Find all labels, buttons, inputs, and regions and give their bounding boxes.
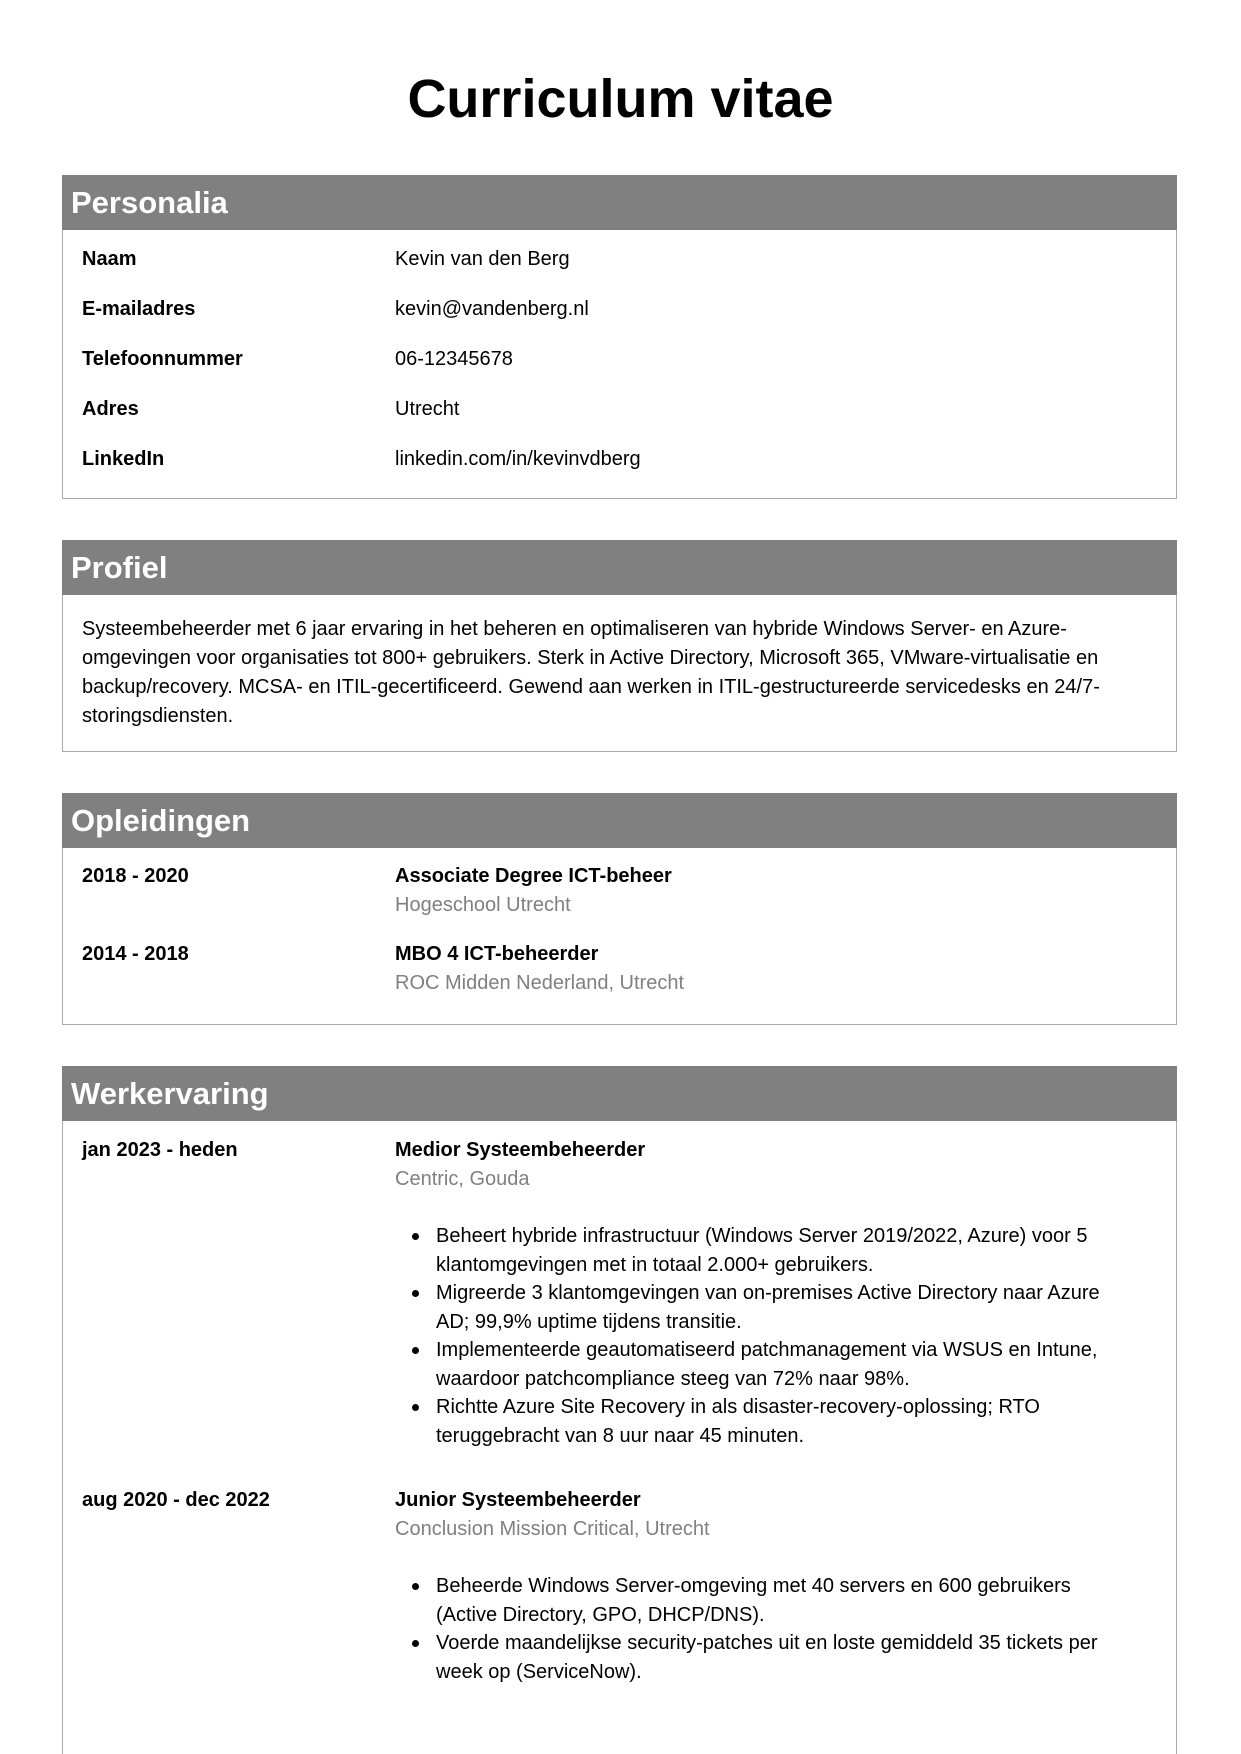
job-title: Medior Systeembeheerder <box>395 1139 646 1161</box>
experience-details <box>395 1486 1157 1686</box>
achievement-item: Migreerde 3 klantomgevingen van on-premises Active Directory naar Azure AD; 99,9% uptime tijdens transitie. <box>436 1279 1157 1336</box>
achievement-item: Beheert hybride infrastructuur (Windows Server 2019/2022, Azure) voor 5 klantomgevingen met in totaal 2.000+ gebruikers. <box>436 1222 1157 1279</box>
education-title: Associate Degree ICT-beheer <box>395 865 672 887</box>
section-werkervaring <box>62 1066 1177 1754</box>
employer: Conclusion Mission Critical, Utrecht <box>395 1518 710 1540</box>
experience-list <box>63 1121 1176 1686</box>
section-profiel <box>62 540 1177 752</box>
personalia-row-email <box>82 293 1157 343</box>
achievement-list <box>395 1572 1157 1686</box>
education-period: 2014 - 2018 <box>82 943 189 965</box>
personalia-label: Naam <box>82 248 137 270</box>
experience-period: aug 2020 - dec 2022 <box>82 1489 270 1511</box>
achievement-item: Richtte Azure Site Recovery in als disaster-recovery-oplossing; RTO teruggebracht van 8 uur naar 45 minuten. <box>436 1393 1157 1450</box>
section-heading-profiel: Profiel <box>62 540 1177 595</box>
education-item <box>82 862 1157 940</box>
education-details <box>395 862 1157 940</box>
experience-item <box>82 1486 1157 1686</box>
experience-item <box>82 1136 1157 1486</box>
page-title: Curriculum vitae <box>407 69 834 129</box>
personalia-value: linkedin.com/in/kevinvdberg <box>395 448 641 470</box>
personalia-row-adres <box>82 393 1157 443</box>
education-institution: ROC Midden Nederland, Utrecht <box>395 972 685 994</box>
personalia-value: Kevin van den Berg <box>395 248 570 270</box>
education-title: MBO 4 ICT-beheerder <box>395 943 599 965</box>
section-heading-opleidingen: Opleidingen <box>62 793 1177 848</box>
achievement-item: Voerde maandelijkse security-patches uit en loste gemiddeld 35 tickets per week op (ServiceNow). <box>436 1629 1157 1686</box>
achievement-list <box>395 1222 1157 1450</box>
section-personalia <box>62 175 1177 499</box>
section-opleidingen <box>62 793 1177 1025</box>
employer: Centric, Gouda <box>395 1168 530 1190</box>
education-list <box>63 848 1176 998</box>
profile-text: Systeembeheerder met 6 jaar ervaring in het beheren en optimaliseren van hybride Windows Server- en Azure-omgevingen voor organisaties tot 800+ gebruikers. Sterk in Active Directory, Microsoft 365, VMware-virtualisatie en backup/recovery. MCSA- en ITIL-gecertificeerd. Gewend aan werken in ITIL-gestructureerde servicedesks en 24/7-storingsdiensten. <box>82 618 1100 727</box>
achievement-item: Beheerde Windows Server-omgeving met 40 servers en 600 gebruikers (Active Directory, GPO, DHCP/DNS). <box>436 1572 1157 1629</box>
personalia-label: Adres <box>82 398 139 420</box>
personalia-label: Telefoonnummer <box>82 348 243 370</box>
personalia-row-naam <box>82 243 1157 293</box>
personalia-list <box>63 230 1176 493</box>
personalia-row-telefoon <box>82 343 1157 393</box>
personalia-label: E-mailadres <box>82 298 196 320</box>
job-title: Junior Systeembeheerder <box>395 1489 641 1511</box>
experience-period: jan 2023 - heden <box>82 1139 238 1161</box>
section-heading-personalia: Personalia <box>62 175 1177 230</box>
section-heading-werkervaring: Werkervaring <box>62 1066 1177 1121</box>
personalia-value: kevin@vandenberg.nl <box>395 298 589 320</box>
achievement-item: Implementeerde geautomatiseerd patchmanagement via WSUS en Intune, waardoor patchcompliance steeg van 72% naar 98%. <box>436 1336 1157 1393</box>
education-item <box>82 940 1157 998</box>
experience-details <box>395 1136 1157 1486</box>
education-institution: Hogeschool Utrecht <box>395 894 571 916</box>
education-period: 2018 - 2020 <box>82 865 189 887</box>
education-details <box>395 940 1157 998</box>
personalia-value: Utrecht <box>395 398 460 420</box>
personalia-value: 06-12345678 <box>395 348 513 370</box>
personalia-row-linkedin <box>82 443 1157 493</box>
personalia-label: LinkedIn <box>82 448 165 470</box>
